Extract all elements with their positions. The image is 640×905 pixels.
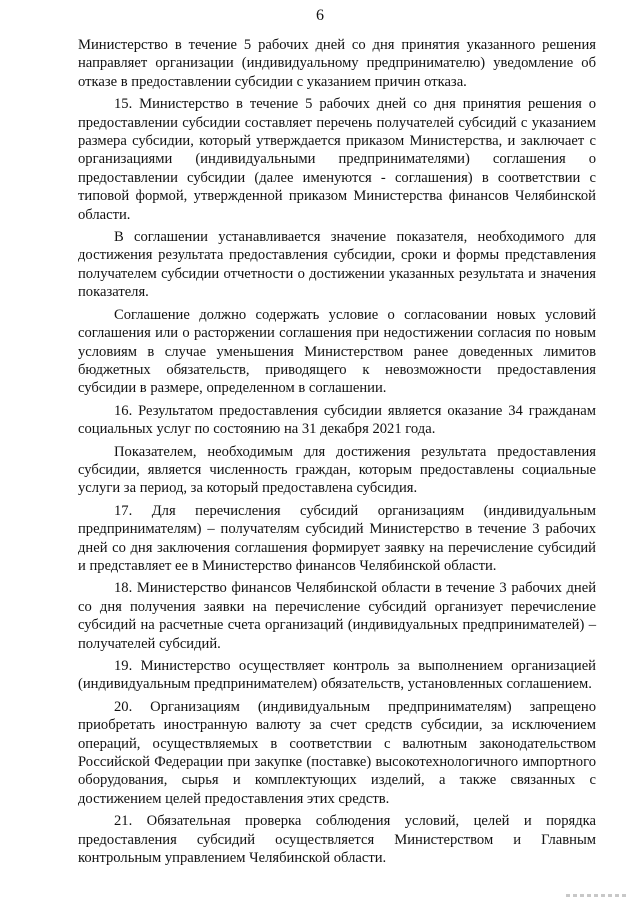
paragraph-item-21: 21. Обязательная проверка соблюдения условий, целей и порядка предоставления субсидий осуществляется Министерством и Главным контрольным управлением Челябинской области.: [78, 813, 596, 867]
document-body: [78, 36, 596, 871]
paragraph-indicator-definition: Показателем, необходимым для достижения результата предоставления субсидии, является численность граждан, которым предоставлены социальные услуги за период, за который предоставлена субсидия.: [78, 443, 596, 497]
paragraph-item-16: 16. Результатом предоставления субсидии является оказание 34 гражданам социальных услуг по состоянию на 31 декабря 2021 года.: [78, 402, 596, 438]
paragraph-item-19: 19. Министерство осуществляет контроль за выполнением организацией (индивидуальным предпринимателем) обязательств, установленных соглашением.: [78, 658, 596, 693]
paragraph-agreement-indicator: В соглашении устанавливается значение показателя, необходимого для достижения результата предоставления субсидии, сроки и формы представления получателем субсидии отчетности о достижении указанных результата и значения показателя.: [78, 229, 596, 301]
paragraph-item-15: 15. Министерство в течение 5 рабочих дней со дня принятия решения о предоставлении субсидии составляет перечень получателей субсидий с указанием размера субсидии, который утверждается приказом Министерства, и заключает с организациями (индивидуальными предпринимателями) соглашения о предоставлении субсидии (далее именуются - соглашения) в соответствии с типовой формой, утвержденной приказом Министерства финансов Челябинской области.: [78, 96, 596, 223]
paragraph-item-20: 20. Организациям (индивидуальным предпринимателям) запрещено приобретать иностранную валюту за счет средств субсидии, за исключением операций, осуществляемых в соответствии с валютным законодательством Российской Федерации при закупке (поставке) высокотехнологичного импортного оборудования, сырья и комплектующих изделий, а также связанных с достижением целей предоставления этих средств.: [78, 698, 596, 807]
paragraph-item-17: 17. Для перечисления субсидий организациям (индивидуальным предпринимателям) – получателям субсидий Министерство в течение 3 рабочих дней со дня заключения соглашения формирует заявку на перечисление субсидий и представляет ее в Министерство финансов Челябинской области.: [78, 502, 596, 574]
scan-footer-mark: [566, 894, 626, 897]
paragraph-agreement-conditions: Соглашение должно содержать условие о согласовании новых условий соглашения или о расторжении соглашения при недостижении согласия по новым условиям в случае уменьшения Министерством ранее доведенных лимитов бюджетных обязательств, приводящего к невозможности предоставления субсидии в размере, определенном в соглашении.: [78, 306, 596, 397]
page-number: 6: [316, 7, 324, 24]
paragraph-item-18: 18. Министерство финансов Челябинской области в течение 3 рабочих дней со дня получения заявки на перечисление субсидий организует перечисление субсидий на расчетные счета организаций (индивидуальных предпринимателей) – получателей субсидий.: [78, 580, 596, 652]
paragraph-refusal-notice: Министерство в течение 5 рабочих дней со дня принятия указанного решения направляет организации (индивидуальному предпринимателю) уведомление об отказе в предоставлении субсидии с указанием причин отказа.: [78, 37, 596, 90]
